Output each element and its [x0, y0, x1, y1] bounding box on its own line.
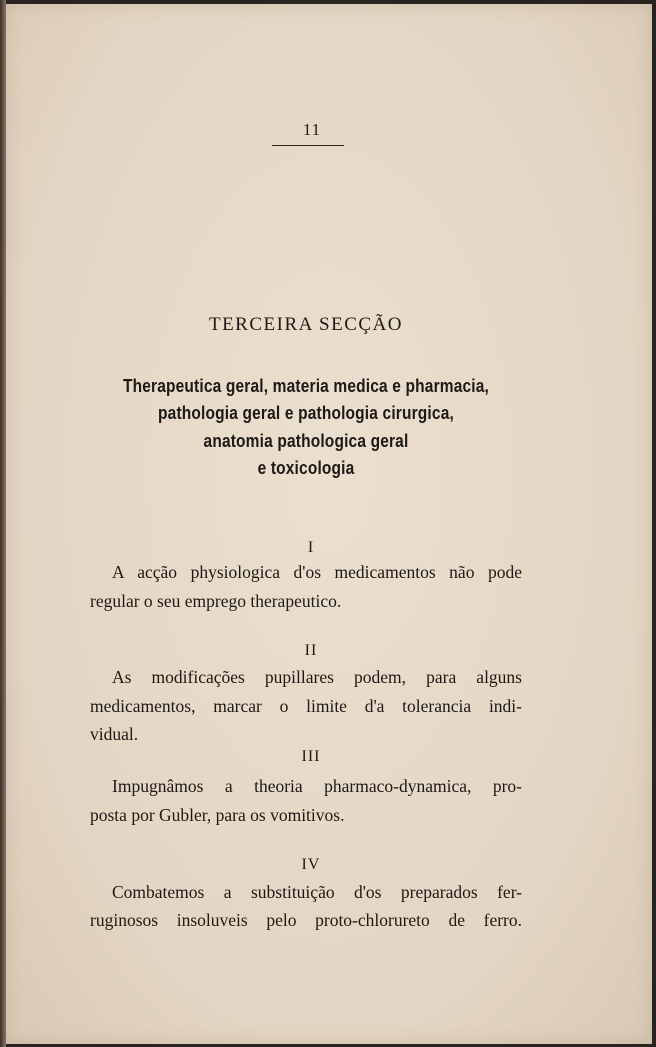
page-number-rule: [272, 145, 344, 146]
subject-line: e toxicologia: [257, 458, 355, 478]
proposition-text-line: A acção physiologica d'os medicamentos não pode: [112, 562, 522, 582]
proposition-text-line: ruginosos insoluveis pelo proto-chlorureto de ferro.: [90, 910, 522, 930]
book-page: [6, 4, 652, 1044]
proposition-text-line: vidual.: [90, 724, 139, 744]
page-number: 11: [302, 120, 322, 139]
proposition-numeral: I: [307, 539, 315, 556]
proposition-text-line: As modificações pupillares podem, para alguns: [112, 667, 522, 687]
subject-line: anatomia pathologica geral: [203, 431, 409, 451]
proposition-text-line: Impugnâmos a theoria pharmaco-dynamica, pro-: [112, 776, 522, 796]
proposition-text-line: posta por Gubler, para os vomitivos.: [90, 805, 345, 825]
section-title: TERCEIRA SECÇÃO: [208, 314, 404, 335]
proposition-text-line: medicamentos, marcar o limite d'a tolerancia indi-: [90, 696, 522, 716]
proposition-numeral: II: [304, 642, 318, 659]
proposition-numeral: III: [301, 748, 321, 765]
subject-line: pathologia geral e pathologia cirurgica,: [158, 403, 454, 423]
proposition-text-line: Combatemos a substituição d'os preparados fer-: [112, 882, 522, 902]
proposition-text-line: regular o seu emprego therapeutico.: [90, 591, 342, 611]
subject-line: Therapeutica geral, materia medica e pharmacia,: [122, 376, 490, 396]
proposition-numeral: IV: [301, 856, 321, 873]
